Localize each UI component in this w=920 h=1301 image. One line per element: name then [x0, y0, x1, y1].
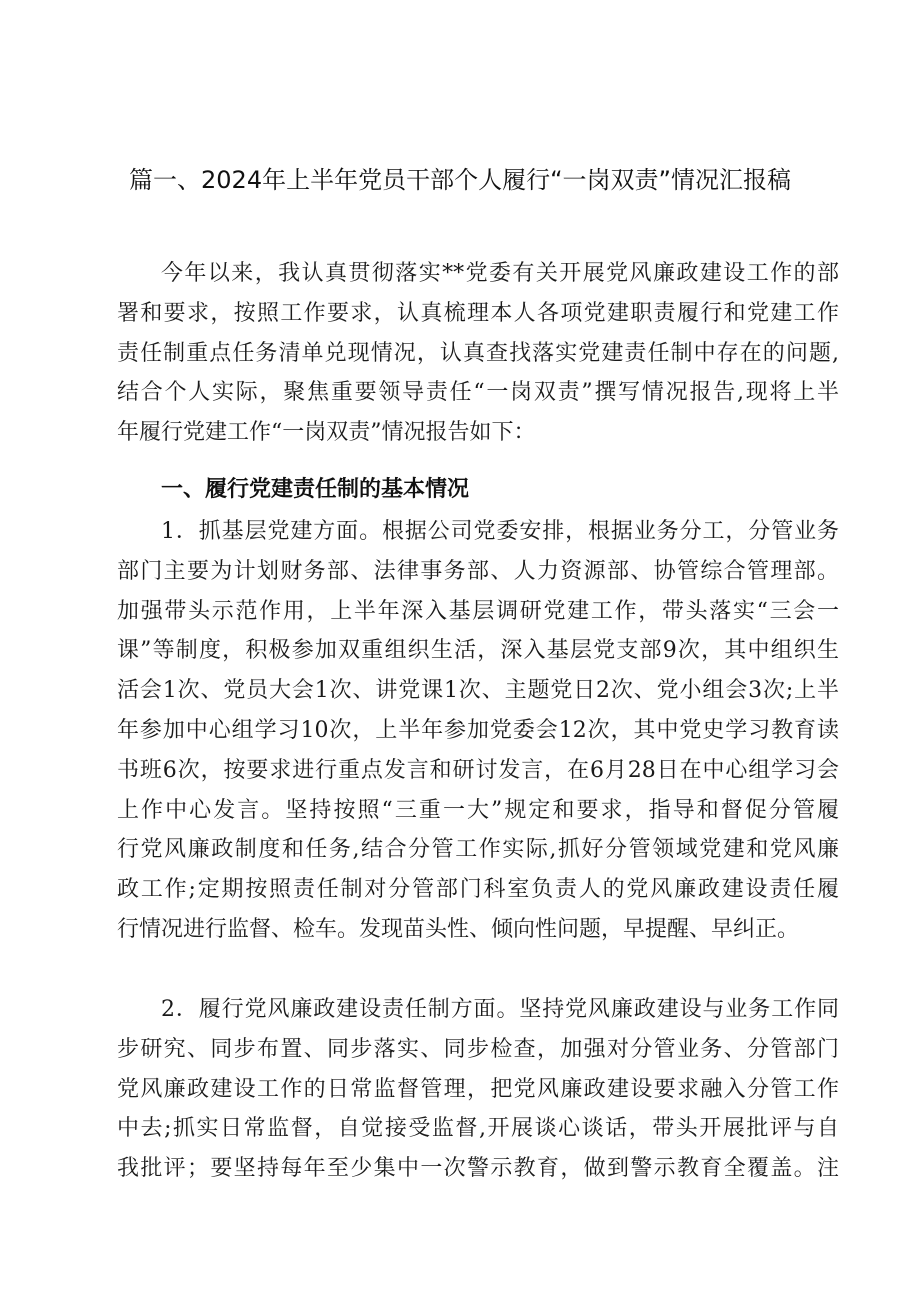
paragraph-line: 年参加中心组学习10次，上半年参加党委会12次，其中党史学习教育读 — [117, 717, 839, 743]
paragraph-line: 上作中心发言。坚持按照“三重一大”规定和要求，指导和督促分管履 — [117, 797, 839, 823]
intro-paragraph — [117, 254, 839, 453]
paragraph-line: 责任制重点任务清单兑现情况，认真查找落实党建责任制中存在的问题, — [117, 340, 839, 366]
paragraph-line: 政工作;定期按照责任制对分管部门科室负责人的党风廉政建设责任履 — [117, 877, 839, 903]
paragraph-line: 加强带头示范作用，上半年深入基层调研党建工作，带头落实“三会一 — [117, 598, 839, 624]
paragraph-line: 党风廉政建设工作的日常监督管理，把党风廉政建设要求融入分管工作 — [117, 1076, 839, 1102]
paragraph-line: 结合个人实际，聚焦重要领导责任“一岗双责”撰写情况报告,现将上半 — [117, 380, 839, 406]
paragraph-line: 部门主要为计划财务部、法律事务部、人力资源部、协管综合管理部。 — [117, 558, 839, 584]
paragraph-line: 今年以来，我认真贯彻落实**党委有关开展党风廉政建设工作的部 — [161, 261, 839, 286]
paragraph-line: 书班6次，按要求进行重点发言和研讨发言，在6月28日在中心组学习会 — [117, 757, 839, 783]
paragraph-line: 课”等制度，积极参加双重组织生活，深入基层党支部9次，其中组织生 — [117, 638, 839, 664]
paragraph-line: 2．履行党风廉政建设责任制方面。坚持党风廉政建设与业务工作同 — [161, 997, 839, 1022]
paragraph-line: 活会1次、党员大会1次、讲党课1次、主题党日2次、党小组会3次;上半 — [117, 678, 839, 704]
item-2-paragraph — [117, 990, 839, 1189]
section-heading: 一、履行党建责任制的基本情况 — [161, 477, 470, 502]
paragraph-line: 1．抓基层党建方面。根据公司党委安排，根据业务分工，分管业务 — [161, 519, 839, 544]
paragraph-line: 我批评；要坚持每年至少集中一次警示教育，做到警示教育全覆盖。注 — [117, 1156, 839, 1182]
item-1-paragraph — [117, 512, 839, 950]
paragraph-line: 步研究、同步布置、同步落实、同步检查，加强对分管业务、分管部门 — [117, 1036, 839, 1062]
paragraph-line: 中去;抓实日常监督，自觉接受监督,开展谈心谈话，带头开展批评与自 — [117, 1116, 839, 1142]
paragraph-line: 行情况进行监督、检车。发现苗头性、倾向性问题，早提醒、早纠正。 — [117, 916, 800, 942]
paragraph-line: 署和要求，按照工作要求，认真梳理本人各项党建职责履行和党建工作 — [117, 300, 839, 326]
paragraph-line: 行党风廉政制度和任务,结合分管工作实际,抓好分管领域党建和党风廉 — [117, 837, 839, 863]
document-title: 篇一、2024年上半年党员干部个人履行“一岗双责”情况汇报稿 — [129, 166, 791, 194]
paragraph-line: 年履行党建工作“一岗双责”情况报告如下： — [117, 420, 536, 446]
